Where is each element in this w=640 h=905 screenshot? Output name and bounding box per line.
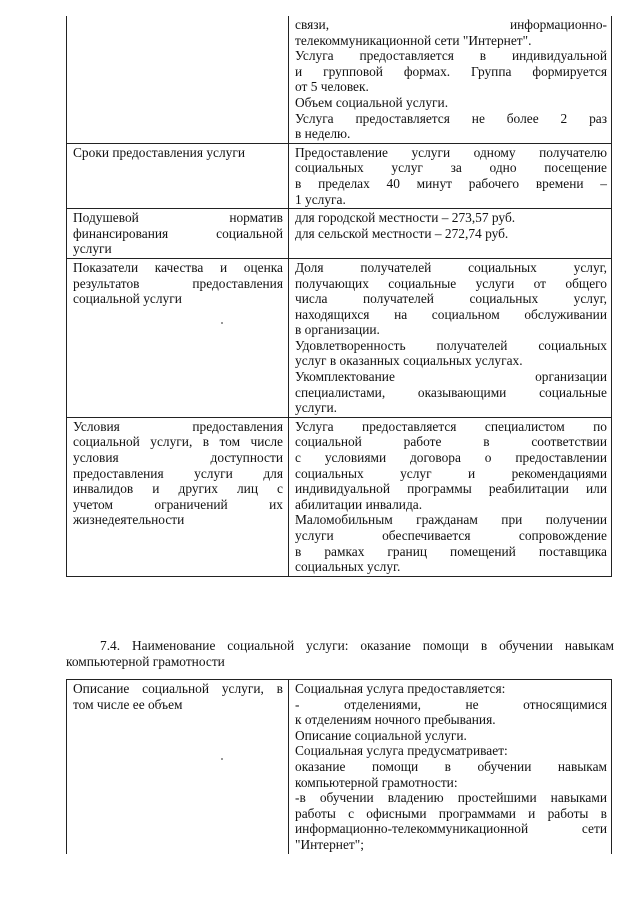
cell-text-line: Социальная услуга предоставляется: <box>295 681 506 696</box>
cell-text-line: Удовлетворенность получателей социальных <box>295 337 607 353</box>
row-label-cell <box>67 258 289 417</box>
cell-text-line: оказание помощи в обучении навыкам <box>295 758 607 774</box>
cell-text-line: инвалидов и других лиц с <box>73 481 283 497</box>
cell-text-line: социальных услуг за одно посещение <box>295 160 607 176</box>
cell-text-line: Объем социальной услуги. <box>295 94 449 110</box>
cell-text-line: для сельской местности – 272,74 руб. <box>295 225 509 241</box>
row-label-cell <box>67 680 289 854</box>
cell-text-line: Доля получателей социальных услуг, <box>295 259 607 275</box>
cell-text-line: специалистами, оказывающими социальные <box>295 384 607 400</box>
cell-text-line: том числе ее объем <box>73 696 183 712</box>
cell-text-line: услуги обеспечивается сопровождение <box>295 528 607 543</box>
cell-text-line: от 5 человек. <box>295 79 369 95</box>
cell-text-line: социальных услуг и рекомендациями <box>295 465 607 481</box>
table-row-description-continued <box>67 16 612 143</box>
section-heading-7-4 <box>66 638 614 669</box>
cell-text-line: индивидуальной программы реабилитации или <box>295 481 607 497</box>
table-row-quality-indicators <box>67 258 612 417</box>
cell-text-line: предоставления услуги для <box>73 465 283 481</box>
cell-text-line: 1 услуга. <box>295 191 346 207</box>
cell-text-line: и групповой формах. Группа формируется <box>295 63 607 79</box>
cell-text-line: телекоммуникационной сети "Интернет". <box>295 32 532 48</box>
row-value-cell <box>289 680 612 854</box>
cell-text-line: результатов предоставления <box>73 275 283 291</box>
cell-text-line: условия доступности <box>73 450 283 466</box>
cell-text-line: находящихся на социальном обслуживании <box>295 306 607 322</box>
row-label-cell <box>67 417 289 576</box>
cell-text-line: "Интернет"; <box>295 836 364 852</box>
cell-text-line: абилитации инвалида. <box>295 496 423 512</box>
cell-text-line: связи, информационно- <box>295 17 607 32</box>
row-value-cell <box>289 209 612 259</box>
scan-speck <box>221 758 223 760</box>
row-value-cell <box>289 417 612 576</box>
cell-text-line: числа получателей социальных услуг, <box>295 291 607 307</box>
section-heading-line-1: 7.4. Наименование социальной услуги: оказание помощи в обучении навыкам <box>100 638 614 653</box>
cell-text-line: социальной услуги <box>73 291 182 307</box>
cell-text-line: социальных услуг. <box>295 559 401 575</box>
cell-text-line: для городской местности – 273,57 руб. <box>295 210 516 226</box>
cell-text-line: Услуга предоставляется специалистом по <box>295 418 607 434</box>
row-label-cell <box>67 143 289 208</box>
row-value-cell <box>289 16 612 143</box>
table-row-conditions <box>67 417 612 576</box>
cell-text-line: услуги. <box>295 400 338 416</box>
cell-text-line: в неделю. <box>295 126 351 142</box>
table-row-terms <box>67 143 612 208</box>
cell-text-line: Описание социальной услуги. <box>295 727 467 743</box>
table-row-financing <box>67 209 612 259</box>
cell-text-line: социальной работе в соответствии <box>295 434 607 450</box>
row-value-cell <box>289 143 612 208</box>
cell-text-line: учетом ограничений их <box>73 496 283 512</box>
cell-text-line: Описание социальной услуги, в <box>73 681 283 696</box>
cell-text-line: к отделениям ночного пребывания. <box>295 712 496 728</box>
cell-text-line: жизнедеятельности <box>73 512 185 528</box>
cell-text-line: Сроки предоставления услуги <box>73 144 245 160</box>
cell-text-line: Условия предоставления <box>73 418 283 434</box>
cell-text-line: в рамках границ помещений поставщика <box>295 543 607 559</box>
section-heading-line-2: компьютерной грамотности <box>66 653 225 669</box>
service-table-7-3 <box>66 16 612 577</box>
cell-text-line: услуг в оказанных социальных услугах. <box>295 353 523 369</box>
cell-text-line: - отделениями, не относящимися <box>295 696 607 712</box>
cell-text-line: работы с офисными программами и работы в <box>295 805 607 821</box>
cell-text-line: Социальная услуга предусматривает: <box>295 743 508 759</box>
cell-text-line: Показатели качества и оценка <box>73 259 283 275</box>
row-label-cell <box>67 16 289 143</box>
row-value-cell <box>289 258 612 417</box>
cell-text-line: Услуга предоставляется не более 2 раз <box>295 110 607 126</box>
cell-text-line: Маломобильным гражданам при получении <box>295 512 607 528</box>
cell-text-line: финансирования социальной <box>73 225 283 241</box>
cell-text-line: Укомплектование организации <box>295 369 607 385</box>
row-label-cell <box>67 209 289 259</box>
cell-text-line: социальной услуги, в том числе <box>73 434 283 450</box>
cell-text-line: получающих социальные услуги от общего <box>295 275 607 291</box>
scan-speck <box>221 322 223 324</box>
cell-text-line: услуги <box>73 241 112 257</box>
cell-text-line: в пределах 40 минут рабочего времени – <box>295 175 607 191</box>
cell-text-line: Услуга предоставляется в индивидуальной <box>295 48 607 64</box>
cell-text-line: с условиями договора о предоставлении <box>295 450 607 466</box>
cell-text-line: компьютерной грамотности: <box>295 774 458 790</box>
cell-text-line: информационно-телекоммуникационной сети <box>295 821 607 837</box>
cell-text-line: в организации. <box>295 322 380 338</box>
table-row-description <box>67 680 612 854</box>
service-table-7-4 <box>66 679 612 854</box>
cell-text-line: Подушевой норматив <box>73 210 283 226</box>
cell-text-line: -в обучении владению простейшими навыками <box>295 790 607 806</box>
cell-text-line: Предоставление услуги одному получателю <box>295 144 607 160</box>
